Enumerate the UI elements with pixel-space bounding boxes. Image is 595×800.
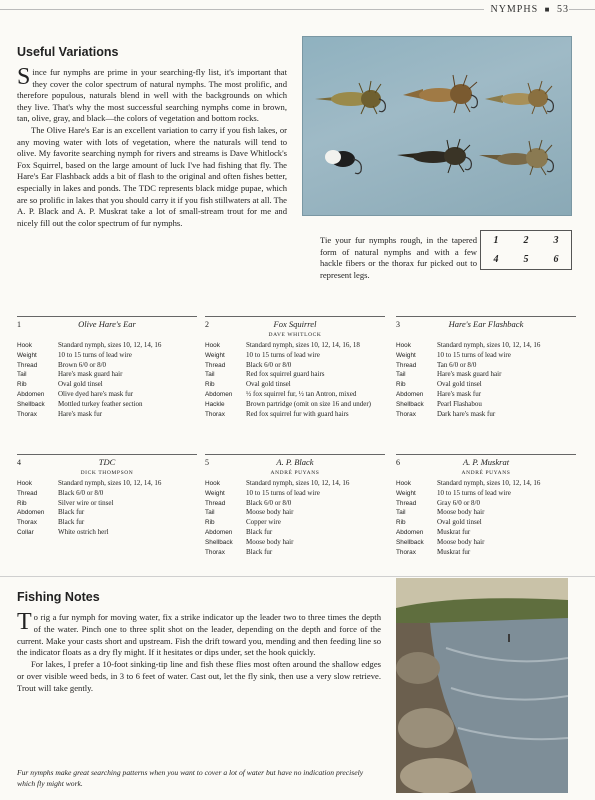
recipe-row-label: Rib [17, 499, 27, 507]
recipe-row-value: Mottled turkey feather section [58, 399, 143, 408]
recipe-row-label: Tail [396, 371, 406, 379]
recipe-row [17, 518, 197, 528]
recipe-row [205, 499, 385, 509]
recipe-row [17, 410, 197, 420]
recipe-row [396, 479, 576, 489]
recipe-header [396, 457, 576, 469]
recipe-row-value: Black 6/0 or 8/0 [58, 488, 104, 497]
recipe-row-value: Olive dyed hare's mask fur [58, 389, 134, 398]
recipe-row [17, 341, 197, 351]
square-bullet-icon: ■ [544, 5, 551, 14]
recipe-panel [396, 454, 576, 557]
recipe-row-label: Rib [205, 381, 215, 389]
recipe-row-value: Red fox squirrel guard hairs [246, 370, 325, 379]
recipe-row [17, 370, 197, 380]
recipe-row-label: Tail [17, 371, 27, 379]
recipe-row-label: Rib [396, 381, 406, 389]
flies-illustration [303, 37, 572, 216]
recipe-row-value: Tan 6/0 or 8/0 [437, 360, 477, 369]
recipe-row-label: Shellback [396, 400, 424, 408]
recipe-row [205, 351, 385, 361]
recipe-row [205, 390, 385, 400]
recipe-row [205, 380, 385, 390]
recipe-row-value: Copper wire [246, 518, 281, 527]
recipe-row-label: Hook [396, 342, 411, 349]
recipe-row [396, 489, 576, 499]
recipe-row-label: Rib [396, 519, 406, 527]
recipe-tier: DICK THOMPSON [80, 470, 134, 476]
recipe-tier: ANDRÉ PUYANS [270, 470, 320, 476]
recipe-row-value: Moose body hair [246, 537, 294, 546]
recipe-row-label: Thorax [205, 410, 225, 418]
recipe-number: 3 [396, 320, 400, 329]
recipe-row-value: Black fur [246, 547, 273, 556]
recipe-panel [205, 316, 385, 419]
recipe-row [205, 489, 385, 499]
recipe-row-value: ½ fox squirrel fur, ½ tan Antron, mixed [246, 389, 357, 398]
recipe-row-label: Hook [396, 480, 411, 487]
recipe-row-label: Thread [17, 489, 38, 497]
recipe-row-value: 10 to 15 turns of lead wire [246, 488, 320, 497]
recipe-row-value: Standard nymph, sizes 10, 12, 14, 16 [246, 479, 350, 487]
fn-paragraph-2: For lakes, I prefer a 10-foot sinking-tip line and fish these flies most often around the shallow edges or over visible weed beds, in 3 to 6 feet of water. Cast out, let the fly sink, then use a very slow retrieve. Trout will take gently. [17, 659, 381, 693]
recipe-row [205, 370, 385, 380]
fly-ap-black [397, 139, 471, 173]
recipe-row-label: Weight [396, 489, 416, 497]
uv-paragraph-1 [17, 64, 287, 125]
recipe-row-label: Rib [17, 381, 27, 389]
recipe-row-label: Thorax [205, 548, 225, 556]
recipe-row-value: Muskrat fur [437, 547, 471, 556]
photo-key-6: 6 [553, 254, 559, 265]
recipe-header [17, 457, 197, 469]
recipe-row-value: Standard nymph, sizes 10, 12, 14, 16 [58, 341, 162, 349]
recipe-title: Olive Hare's Ear [78, 319, 136, 329]
fly-fox-squirrel [403, 75, 477, 113]
river-photo [396, 578, 568, 793]
recipe-row-value: 10 to 15 turns of lead wire [437, 350, 511, 359]
recipe-number: 2 [205, 320, 209, 329]
recipe-row-label: Hook [17, 480, 32, 487]
recipe-row [17, 499, 197, 509]
section-divider [0, 576, 595, 577]
recipe-row-label: Shellback [205, 538, 233, 546]
photo-key-2: 2 [523, 235, 529, 246]
recipe-row-label: Tail [205, 371, 215, 379]
fn-paragraph-1 [17, 609, 381, 659]
recipe-row-label: Weight [396, 351, 416, 359]
recipe-row [17, 361, 197, 371]
recipe-header [396, 319, 576, 331]
recipe-number: 6 [396, 458, 400, 467]
recipe-row-label: Thread [396, 499, 417, 507]
fly-ap-muskrat [479, 140, 553, 175]
recipe-row-label: Thread [17, 361, 38, 369]
recipe-row-value: Brown partridge (omit on size 16 and under) [246, 399, 371, 408]
recipe-row-value: Hare's mask fur [58, 409, 103, 418]
uv-paragraph-2: The Olive Hare's Ear is an excellent variation to carry if you fish lakes, or any moving water with lots of vegetation, where the naturals will tend to olive. My favorite searching nymph for rivers and streams is Dave Whitlock's Fox Squirrel, based on the large amount of luck I've had fishing that fly. The Hare's Ear Flashback adds a bit of flash to the original and often fishes better, especially in lakes and ponds. The TDC represents black midge pupae, which are so prolific in lakes that you should carry it if you fish stillwaters at all. The A. P. Black and A. P. Muskrat take a lot of small-stream trout for me and nicely fill out the color spectrum of fur nymphs. [17, 124, 287, 228]
recipe-row-value: Black fur [58, 518, 85, 527]
fly-olive-hares-ear [315, 81, 385, 114]
photo-key-3: 3 [553, 235, 559, 246]
uv-drop-cap: S [17, 64, 31, 90]
recipe-row-value: Red fox squirrel fur with guard hairs [246, 409, 349, 418]
recipe-row-label: Shellback [17, 400, 45, 408]
recipe-row [205, 518, 385, 528]
recipe-row [396, 518, 576, 528]
recipe-row-label: Thread [205, 361, 226, 369]
recipe-row-value: Gray 6/0 or 8/0 [437, 498, 480, 507]
recipe-tier: DAVE WHITLOCK [268, 332, 322, 338]
recipe-row [396, 508, 576, 518]
recipe-row-value: 10 to 15 turns of lead wire [58, 350, 132, 359]
recipe-row [17, 508, 197, 518]
recipe-row-label: Thorax [17, 410, 37, 418]
recipe-row-label: Abdomen [17, 390, 45, 398]
recipe-row-value: Silver wire or tinsel [58, 498, 114, 507]
recipe-number: 1 [17, 320, 21, 329]
recipe-row-value: Black fur [246, 527, 273, 536]
recipe-row-value: Black fur [58, 508, 85, 517]
recipe-title: Hare's Ear Flashback [448, 319, 524, 329]
fishing-notes-heading: Fishing Notes [17, 590, 100, 604]
recipe-row-label: Hook [17, 342, 32, 349]
fn-paragraph-1-text: o rig a fur nymph for moving water, fix a strike indicator up the leader two to three times the depth of the water. Pinch one to three split shot on the leader, depending on the depth and force of the current. Make your casts short and upstream. Fish the drift toward you, mending and then feeding line so the indicator floats as a dry fly might. If it hesitates or dips under, set the hook quickly. [17, 612, 381, 658]
uv-paragraph-1-text: ince fur nymphs are prime in your searching-fly list, it's important that they cover the color spectrum of natural nymphs. The most prolific, and therefore populous, naturals blend in well with the backgrounds on which they live. That's why the most successful searching nymphs come in brown, tan, olive, gray, and black—the colors of vegetation and bottom rocks. [17, 67, 287, 124]
recipe-panel [17, 316, 197, 419]
recipe-row [205, 508, 385, 518]
recipe-row-value: Black 6/0 or 8/0 [246, 498, 292, 507]
recipe-row-label: Abdomen [396, 528, 424, 536]
recipe-row-label: Hackle [205, 400, 225, 408]
recipe-row [17, 489, 197, 499]
recipe-row-label: Thorax [396, 410, 416, 418]
recipe-header [205, 457, 385, 469]
recipe-row-value: Black 6/0 or 8/0 [246, 360, 292, 369]
recipe-tier-spacer [396, 332, 576, 338]
recipe-row [396, 380, 576, 390]
recipe-row [396, 538, 576, 548]
recipe-row-value: Dark hare's mask fur [437, 409, 496, 418]
recipe-row-value: Oval gold tinsel [437, 518, 482, 527]
recipe-header [205, 319, 385, 331]
recipe-title: TDC [98, 457, 116, 467]
recipe-title: A. P. Muskrat [462, 457, 510, 467]
recipe-row-label: Collar [17, 528, 34, 536]
recipe-row-value: Hare's mask fur [437, 389, 482, 398]
fur-nymph-flies-photo [302, 36, 572, 216]
recipe-row-value: Standard nymph, sizes 10, 12, 14, 16, 18 [246, 341, 360, 349]
recipe-row-value: Moose body hair [437, 537, 485, 546]
recipe-row [17, 351, 197, 361]
recipe-row-value: White ostrich herl [58, 527, 109, 536]
recipe-row [396, 351, 576, 361]
recipe-number: 5 [205, 458, 209, 467]
recipe-row-value: Oval gold tinsel [246, 380, 291, 389]
recipe-title: A. P. Black [276, 457, 314, 467]
recipe-row-label: Hook [205, 342, 220, 349]
recipe-row-value: Oval gold tinsel [437, 380, 482, 389]
recipe-title: Fox Squirrel [273, 319, 317, 329]
recipe-row-value: Standard nymph, sizes 10, 12, 14, 16 [58, 479, 162, 487]
photo-key-5: 5 [523, 254, 529, 265]
recipe-row [205, 361, 385, 371]
recipe-row-value: Oval gold tinsel [58, 380, 103, 389]
recipe-row [396, 499, 576, 509]
recipe-row-value: Moose body hair [437, 508, 485, 517]
recipe-row [17, 528, 197, 538]
useful-variations-heading: Useful Variations [17, 45, 119, 59]
recipe-row-label: Weight [17, 351, 37, 359]
recipe-row [396, 370, 576, 380]
fn-drop-cap: T [17, 609, 32, 635]
recipe-row-label: Weight [205, 351, 225, 359]
useful-variations-body [17, 64, 287, 229]
recipe-row [396, 528, 576, 538]
recipe-row-label: Rib [205, 519, 215, 527]
recipe-row-value: Standard nymph, sizes 10, 12, 14, 16 [437, 341, 541, 349]
recipe-row [17, 380, 197, 390]
recipe-row-label: Abdomen [205, 390, 233, 398]
recipe-row-label: Tail [396, 509, 406, 517]
fly-hares-ear-flashback [485, 81, 553, 114]
recipe-row-label: Thorax [396, 548, 416, 556]
recipe-row-label: Thread [205, 499, 226, 507]
recipe-row [396, 400, 576, 410]
section-title: NYMPHS [490, 4, 539, 15]
recipe-row-label: Abdomen [396, 390, 424, 398]
recipe-panel [396, 316, 576, 419]
recipe-row [17, 479, 197, 489]
recipe-row-label: Shellback [396, 538, 424, 546]
recipe-row-value: 10 to 15 turns of lead wire [246, 350, 320, 359]
recipe-row-value: Hare's mask guard hair [437, 370, 502, 379]
recipe-row-value: Standard nymph, sizes 10, 12, 14, 16 [437, 479, 541, 487]
recipe-row-value: Brown 6/0 or 8/0 [58, 360, 107, 369]
recipe-row [396, 410, 576, 420]
recipe-row [205, 410, 385, 420]
recipe-row-value: Moose body hair [246, 508, 294, 517]
flies-photo-caption: Tie your fur nymphs rough, in the tapered form of natural nymphs and with a few hackle fibers or the thorax fur picked out to represent legs. [320, 235, 477, 280]
river-photo-caption: Fur nymphs make great searching patterns when you want to cover a lot of water but have no indication precisely which fly might work. [17, 768, 364, 788]
recipe-row [396, 361, 576, 371]
recipe-row-label: Abdomen [17, 509, 45, 517]
fishing-notes-body [17, 609, 381, 695]
recipe-number: 4 [17, 458, 21, 467]
page-number: 53 [557, 4, 569, 15]
recipe-row [17, 390, 197, 400]
recipe-row [17, 400, 197, 410]
recipe-row-label: Thorax [17, 519, 37, 527]
recipe-panel [205, 454, 385, 557]
recipe-row [205, 400, 385, 410]
photo-key-grid [480, 230, 572, 270]
recipe-row-value: 10 to 15 turns of lead wire [437, 488, 511, 497]
recipe-row-label: Weight [205, 489, 225, 497]
recipe-row-label: Hook [205, 480, 220, 487]
river-illustration [396, 578, 568, 793]
recipe-row [396, 341, 576, 351]
recipe-row-label: Abdomen [205, 528, 233, 536]
recipe-row-label: Tail [205, 509, 215, 517]
photo-key-4: 4 [493, 254, 499, 265]
running-head [484, 4, 569, 15]
recipe-row [205, 548, 385, 558]
recipe-tier-spacer [17, 332, 197, 338]
recipe-row-value: Hare's mask guard hair [58, 370, 123, 379]
recipe-row [396, 548, 576, 558]
recipe-row-value: Pearl Flashabou [437, 399, 482, 408]
photo-key-1: 1 [493, 235, 499, 246]
recipe-tier: ANDRÉ PUYANS [461, 470, 511, 476]
fly-tdc [325, 150, 361, 174]
recipe-row [205, 538, 385, 548]
recipe-panel [17, 454, 197, 538]
recipe-header [17, 319, 197, 331]
recipe-row [205, 341, 385, 351]
recipe-row [205, 528, 385, 538]
recipe-row-label: Thread [396, 361, 417, 369]
recipe-row-value: Muskrat fur [437, 527, 471, 536]
recipe-row [205, 479, 385, 489]
recipe-row [396, 390, 576, 400]
